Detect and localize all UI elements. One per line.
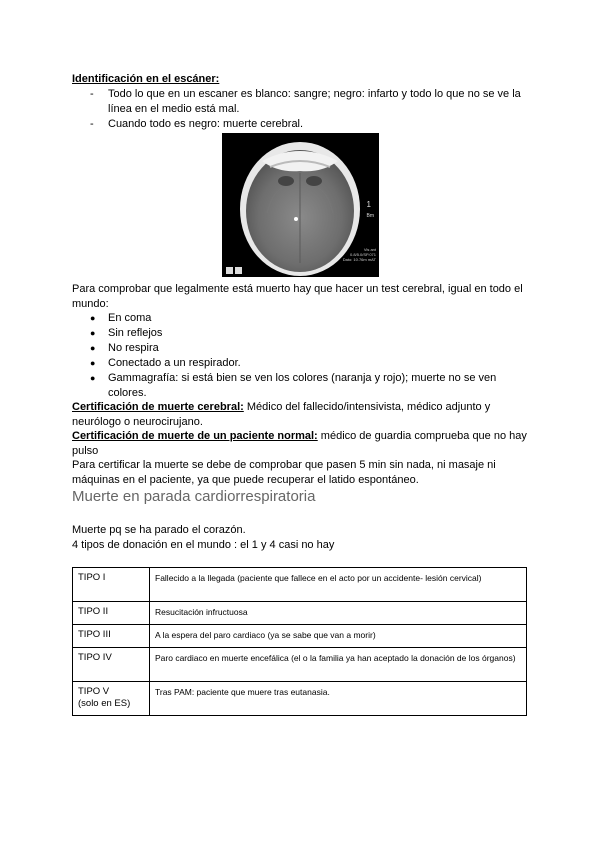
table-cell-type: TIPO II	[73, 602, 150, 625]
table-cell-type: TIPO I	[73, 568, 150, 602]
list-item: - Todo lo que en un escaner es blanco: sangre; negro: infarto y todo lo que no se ve la línea en el medio está mal.	[90, 87, 530, 117]
paragraph-certify: Para certificar la muerte se debe de comprobar que pasen 5 min sin nada, ni masaje ni máquinas en el paciente, ya que puede recuperar el latido espontáneo.	[72, 459, 496, 486]
list-item: ● En coma	[90, 311, 530, 326]
cert-normal-death-text: médico de guardia comprueba que no hay pulso	[72, 430, 527, 457]
cert-brain-death	[72, 400, 532, 430]
paragraph-legal-test: Para comprobar que legalmente está muerto hay que hacer un test cerebral, igual en todo el mundo:	[72, 283, 523, 310]
cert-brain-death-label: Certificación de muerte cerebral:	[72, 401, 244, 413]
scan-side-sublabel: Bm	[366, 213, 374, 219]
table-cell-type	[73, 682, 150, 716]
text-line: Muerte pq se ha parado el corazón.	[72, 524, 246, 536]
table-row	[73, 568, 527, 602]
scan-info-line: Dato: 10.76m mAT	[342, 257, 376, 262]
list-item: ● Gammagrafía: si está bien se ven los colores (naranja y rojo); muerte no se ven colores.	[90, 371, 530, 401]
table-cell-desc: Tras PAM: paciente que muere tras eutanasia.	[150, 682, 527, 716]
table-row	[73, 625, 527, 648]
section-title-cardio: Muerte en parada cardiorrespiratoria	[72, 488, 316, 505]
donation-types-table	[72, 567, 527, 716]
list-item: ● No respira	[90, 341, 530, 356]
list-item: ● Conectado a un respirador.	[90, 356, 530, 371]
type-note: (solo en ES)	[78, 698, 131, 709]
scanner-notes-list	[90, 87, 530, 132]
type-label: TIPO V	[78, 686, 110, 697]
list-item: ● Sin reflejos	[90, 326, 530, 341]
cert-brain-death-text: Médico del fallecido/intensivista, médico adjunto y neurólogo o neurocirujano.	[72, 401, 491, 428]
list-item: - Cuando todo es negro: muerte cerebral.	[90, 117, 530, 132]
table-cell-type: TIPO III	[73, 625, 150, 648]
table-cell-desc: Paro cardiaco en muerte encefálica (el o la familia ya han aceptado la donación de los órganos)	[150, 648, 527, 682]
scan-info-overlay	[343, 247, 376, 262]
table-row	[73, 602, 527, 625]
cert-normal-death-label: Certificación de muerte de un paciente normal:	[72, 430, 318, 442]
table-cell-type: TIPO IV	[73, 648, 150, 682]
ct-brain-scan-image	[222, 133, 379, 277]
scan-side-label: 1	[366, 200, 371, 209]
scan-info-line: Vis ant	[363, 247, 376, 252]
cert-normal-death	[72, 429, 532, 459]
criteria-list	[90, 311, 530, 401]
section-heading-scanner: Identificación en el escáner:	[72, 73, 220, 85]
table-row	[73, 648, 527, 682]
table-row	[73, 682, 527, 716]
table-cell-desc: Resucitación infructuosa	[150, 602, 527, 625]
table-cell-desc: A la espera del paro cardiaco (ya se sabe que van a morir)	[150, 625, 527, 648]
text-line: 4 tipos de donación en el mundo : el 1 y 4 casi no hay	[72, 539, 335, 551]
scan-info-line: 0.8/5.0/SP.071	[350, 252, 376, 257]
table-cell-desc: Fallecido a la llegada (paciente que fallece en el acto por un accidente- lesión cervical)	[150, 568, 527, 602]
